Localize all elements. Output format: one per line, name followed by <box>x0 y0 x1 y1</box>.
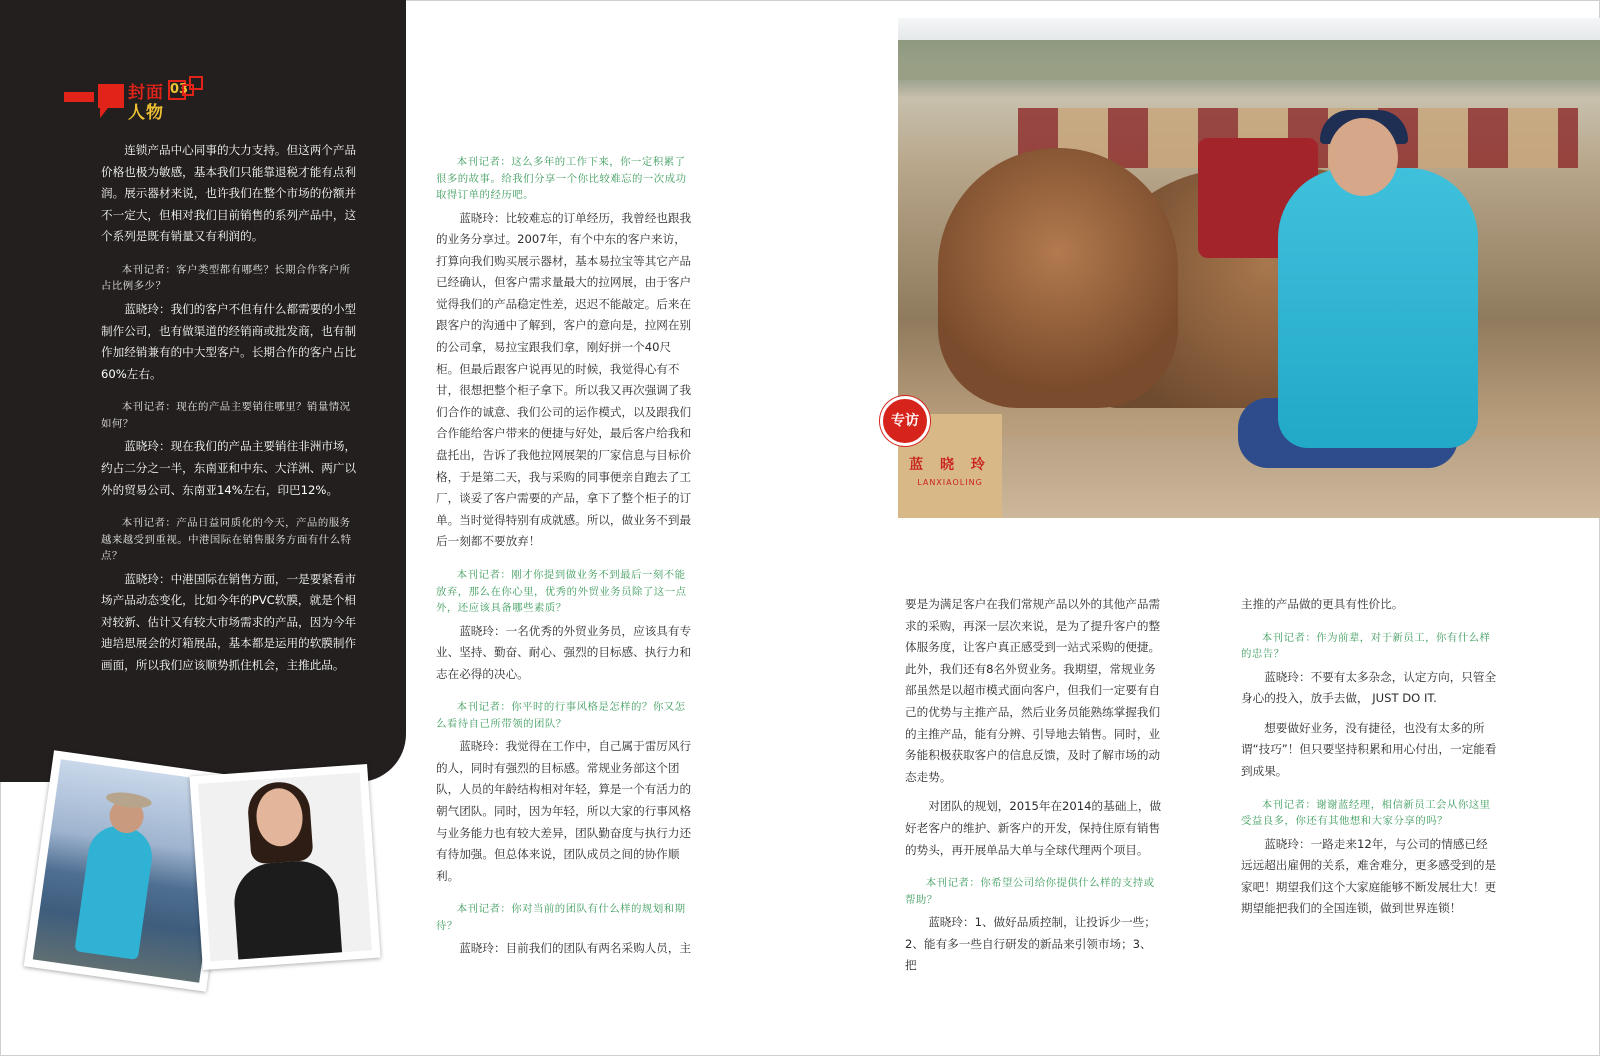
interview-paragraph: 蓝晓玲：我们的客户不但有什么都需要的小型制作公司，也有做渠道的经销商或批发商，也有制作加经销兼有的中大型客户。长期合作的客户占比60%左右。 <box>101 301 357 381</box>
person-name-en: LANXIAOLING <box>917 478 983 487</box>
hero-camel-head <box>938 148 1178 408</box>
interview-paragraph: 连锁产品中心同事的大力支持。但这两个产品价格也极为敏感，基本我们只能靠退税才能有点利润。展示器材来说，也许我们在整个市场的份额并不一定大，但相对我们目前销售的系列产品中，这个系列是既有销量又有利润的。 <box>101 143 357 244</box>
hero-woman-jacket <box>1278 168 1478 448</box>
photo-studio-portrait <box>189 764 380 970</box>
interview-paragraph: 蓝晓玲：目前我们的团队有两名采购人员，主 <box>459 941 692 956</box>
interview-paragraph: 蓝晓玲：比较难忘的订单经历，我曾经也跟我的业务分享过。2007年，有个中东的客户来访，打算向我们购买展示器材，基本易拉宝等其它产品已经确认，但客户需求量最大的拉网展，由于客户觉得我们的产品稳定性差，迟迟不能敲定。后来在跟客户的沟通中了解到，客户的意向是，拉网在别的公司拿，易拉宝跟我们拿，刚好拼一个40尺柜。但最后跟客户说再见的时候，我觉得心有不甘，很想把整个柜子拿下。所以我又再次强调了我们合作的诚意、我们公司的运作模式，以及跟我们合作能给客户带来的便捷与好处，最后客户给我和盘托出，告诉了我他拉网展架的厂家信息与目标价格，于是第二天，我与采购的同事便亲自跑去了工厂，谈妥了客户需要的产品，拿下了整个柜子的订单。当时觉得特别有成就感。所以，做业务不到最后一刻都不要放弃！ <box>436 210 692 549</box>
interview-question: 本刊记者：这么多年的工作下来，你一定积累了很多的故事。给我们分享一个你比较难忘的一次成功取得订单的经历吧。 <box>436 156 687 201</box>
interview-paragraph: 蓝晓玲：一名优秀的外贸业务员，应该具有专业、坚持、勤奋、耐心、强烈的目标感、执行力和志在必得的决心。 <box>436 623 692 681</box>
interview-paragraph: 蓝晓玲：我觉得在工作中，自己属于雷厉风行的人，同时有强烈的目标感。常规业务部这个团队，人员的年龄结构相对年轻，算是一个有活力的朝气团队。同时，因为年轻，所以大家的行事风格与业务能力也有较大差异，团队勤奋度与执行力还有待加强。但总体来说，团队成员之间的协作顺利。 <box>436 739 692 883</box>
hero-photo-camels <box>898 18 1600 518</box>
interview-paragraph: 对团队的规划，2015年在2014的基础上，做好老客户的维护、新客户的开发，保持住原有销售的势头，再开展单品大单与全球代理两个项目。 <box>905 799 1162 857</box>
article-column-2 <box>436 140 694 968</box>
interview-paragraph: 要是为满足客户在我们常规产品以外的其他产品需求的采购，再深一层次来说，是为了提升客户的整体服务度，让客户真正感受到一站式采购的便捷。此外，我们还有8名外贸业务。我期望，常规业务部虽然是以超市模式面向客户，但我们一定要有自己的优势与主推产品，然后业务员能熟练掌握我们的主推产品，能有分辨、引导地去销售。同时，业务能积极获取客户的信息反馈，及时了解市场的动态走势。 <box>905 597 1161 784</box>
interview-question: 本刊记者：产品日益同质化的今天，产品的服务越来越受到重视。中港国际在销售服务方面有什么特点？ <box>101 517 352 563</box>
interview-badge: 专访 <box>880 396 930 446</box>
interview-question: 本刊记者：谢谢蓝经理，相信新员工会从你这里受益良多，你还有其他想和大家分享的吗？ <box>1241 798 1491 828</box>
interview-question: 本刊记者：客户类型都有哪些？长期合作客户所占比例多少？ <box>101 263 351 293</box>
photo-person-figure <box>74 822 155 960</box>
logo-issue-number: 03 <box>168 80 186 100</box>
logo-line1: 封面 <box>128 83 164 103</box>
person-name-cn: 蓝 晓 玲 <box>909 457 991 473</box>
interview-paragraph: 蓝晓玲：中港国际在销售方面，一是要紧看市场产品动态变化，比如今年的PVC软膜，就是个相对较新、估计又有较大市场需求的产品，因为今年迪培思展会的灯箱展品，基本都是运用的软膜制作画面，所以我们应该顺势抓住机会，主推此品。 <box>101 571 357 672</box>
article-column-4 <box>1241 594 1499 928</box>
interview-question: 本刊记者：你希望公司给你提供什么样的支持或帮助？ <box>905 877 1155 906</box>
article-column-1 <box>101 140 361 685</box>
interview-question: 本刊记者：刚才你提到做业务不到最后一刻不能放弃，那么在你心里，优秀的外贸业务员除了这一点外，还应该具备哪些素质？ <box>436 569 687 614</box>
portrait-suit <box>232 858 343 961</box>
interview-question: 本刊记者：你平时的行事风格是怎样的？你又怎么看待自己所带领的团队？ <box>436 701 686 730</box>
interview-paragraph: 蓝晓玲：现在我们的产品主要销往非洲市场，约占二分之一半，东南亚和中东、大洋洲、两广以外的贸易公司、东南亚14%左右，印巴12%。 <box>101 439 357 497</box>
interview-question: 本刊记者：作为前辈，对于新员工，你有什么样的忠告？ <box>1241 631 1491 661</box>
section-logo <box>64 76 214 124</box>
interview-paragraph: 蓝晓玲：一路走来12年，与公司的情感已经远远超出雇佣的关系，难舍难分，更多感受到的是家吧！期望我们这个大家庭能够不断发展壮大！更期望能把我们的全国连锁，做到世界连锁！ <box>1241 836 1497 916</box>
logo-bar <box>64 92 94 102</box>
article-column-3 <box>905 594 1163 985</box>
logo-square-small-icon <box>182 84 194 96</box>
interview-paragraph: 主推的产品做的更具有性价比。 <box>1241 597 1404 611</box>
logo-line2: 人物 <box>128 103 164 123</box>
hero-woman-face <box>1328 118 1398 196</box>
interview-paragraph: 想要做好业务，没有捷径，也没有太多的所谓“技巧”！但只要坚持积累和用心付出，一定能看到成果。 <box>1241 720 1497 778</box>
interview-paragraph: 蓝晓玲：1、做好品质控制，让投诉少一些；2、能有多一些自行研发的新品来引领市场；3、把 <box>905 915 1156 973</box>
interview-question: 本刊记者：你对当前的团队有什么样的规划和期待？ <box>436 903 686 932</box>
hero-treeline <box>898 40 1600 80</box>
interview-paragraph: 蓝晓玲：不要有太多杂念，认定方向，只管全身心的投入，放手去做， JUST DO IT. <box>1241 669 1497 706</box>
interview-question: 本刊记者：现在的产品主要销往哪里？销量情况如何？ <box>101 401 351 430</box>
speech-bubble-icon <box>98 84 124 108</box>
